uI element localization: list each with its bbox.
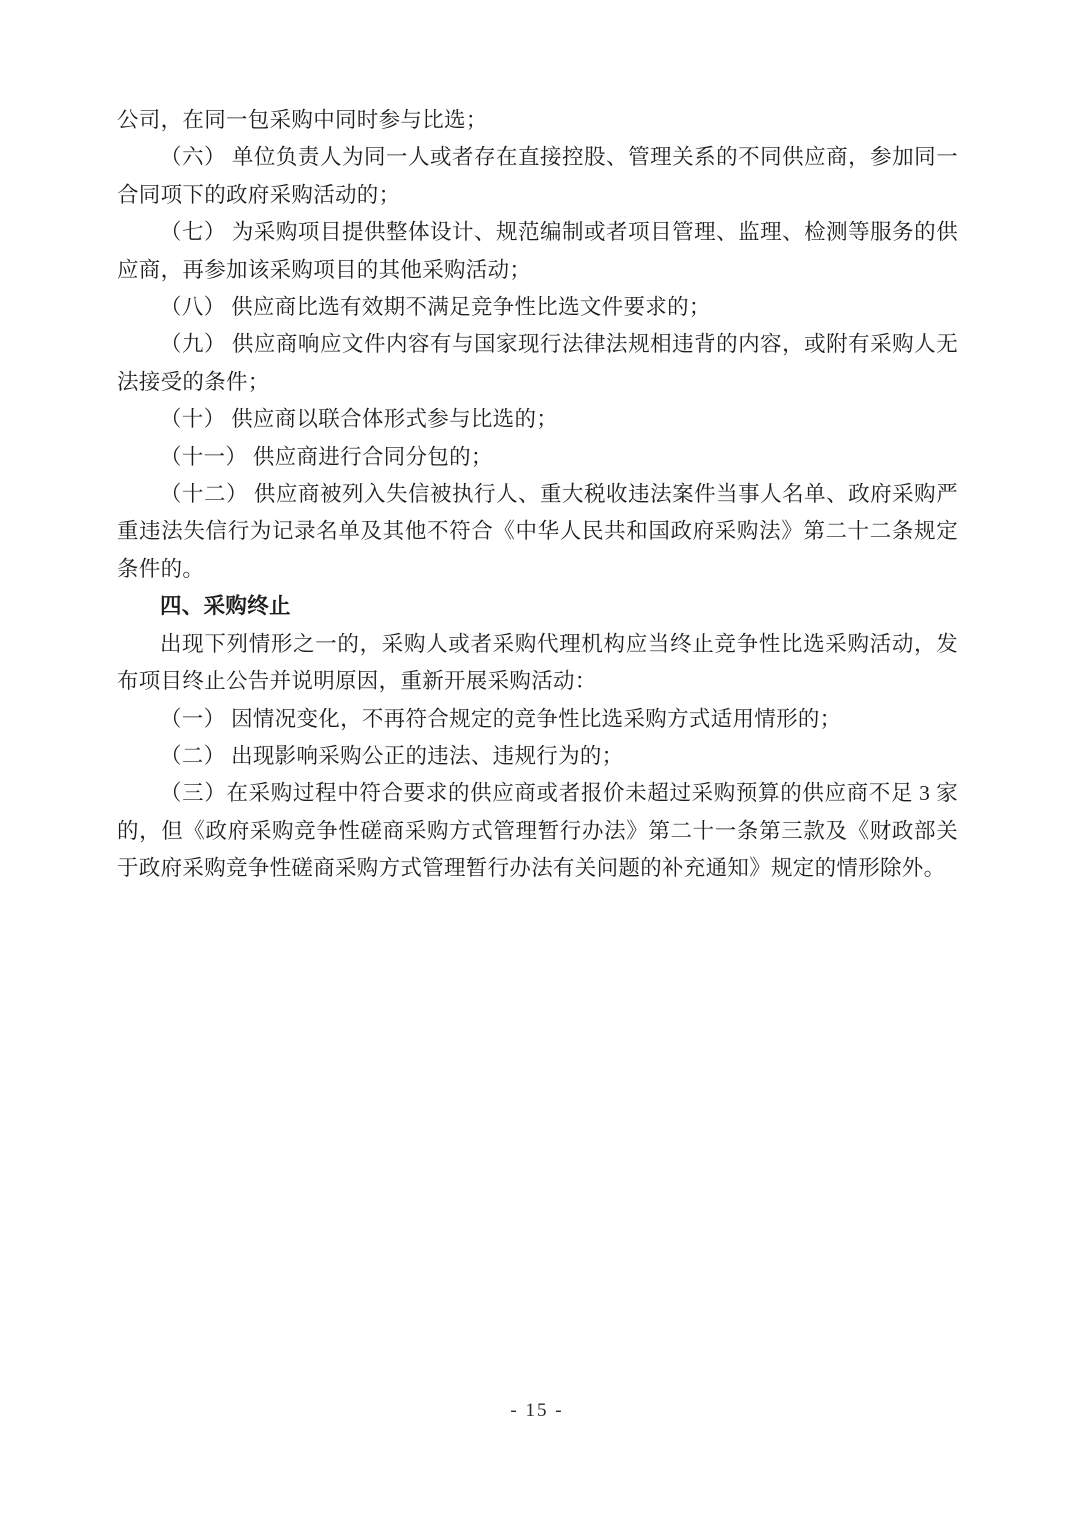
paragraph-continuation: 公司，在同一包采购中同时参与比选； bbox=[117, 108, 488, 132]
paragraph-termination-intro: 出现下列情形之一的，采购人或者采购代理机构应当终止竞争性比选采购活动，发布项目终止公告并说明原因，重新开展采购活动： bbox=[117, 631, 958, 694]
paragraph-term-item-3: （三）在采购过程中符合要求的供应商或者报价未超过采购预算的供应商不足 3 家的，但《政府采购竞争性磋商采购方式管理暂行办法》第二十一条第三款及《财政部关于政府采购竞争性磋商采购方式管理暂行办法有关问题的补充通知》规定的情形除外。 bbox=[117, 781, 958, 881]
paragraph-item-12: （十二） 供应商被列入失信被执行人、重大税收违法案件当事人名单、政府采购严重违法失信行为记录名单及其他不符合《中华人民共和国政府采购法》第二十二条规定条件的。 bbox=[117, 482, 958, 581]
paragraph-item-6: （六） 单位负责人为同一人或者存在直接控股、管理关系的不同供应商，参加同一合同项下的政府采购活动的； bbox=[117, 145, 958, 207]
page-number: - 15 - bbox=[510, 1400, 564, 1421]
paragraph-item-8: （八） 供应商比选有效期不满足竞争性比选文件要求的； bbox=[160, 295, 711, 320]
paragraph-item-10: （十） 供应商以联合体形式参与比选的； bbox=[160, 407, 559, 432]
document-body bbox=[117, 102, 958, 888]
paragraph-term-item-2: （二） 出现影响采购公正的违法、违规行为的； bbox=[160, 743, 624, 768]
paragraph-item-11: （十一） 供应商进行合同分包的； bbox=[160, 444, 493, 469]
section-heading-termination: 四、采购终止 bbox=[160, 594, 291, 619]
paragraph-item-9: （九） 供应商响应文件内容有与国家现行法律法规相违背的内容，或附有采购人无法接受的条件； bbox=[117, 332, 958, 394]
paragraph-item-7: （七） 为采购项目提供整体设计、规范编制或者项目管理、监理、检测等服务的供应商，再参加该采购项目的其他采购活动； bbox=[117, 220, 958, 282]
paragraph-term-item-1: （一） 因情况变化，不再符合规定的竞争性比选采购方式适用情形的； bbox=[160, 706, 842, 731]
